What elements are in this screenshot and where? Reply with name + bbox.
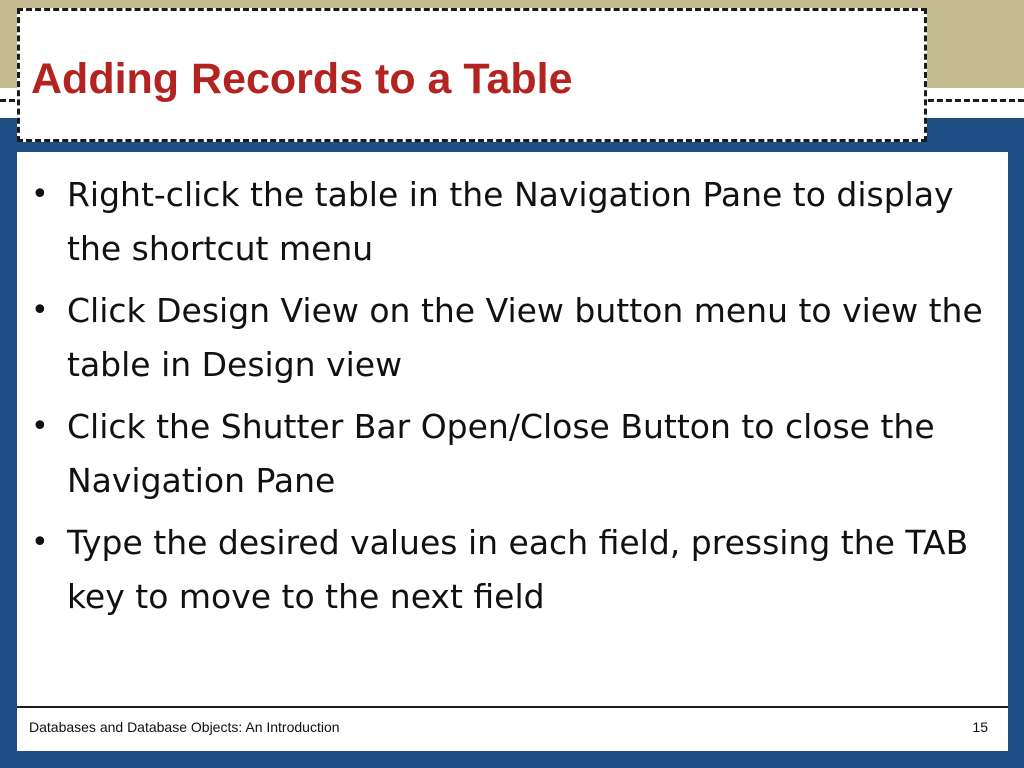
bullet-item-1	[29, 168, 997, 276]
slide-footer	[17, 706, 1008, 751]
bullet-list	[29, 168, 997, 632]
content-area	[17, 152, 1008, 706]
bullet-text-2: Click Design View on the View button menu to view the table in Design view	[67, 291, 983, 384]
title-box	[17, 8, 927, 142]
bullet-item-4	[29, 516, 997, 624]
bullet-item-3	[29, 400, 997, 508]
slide-number: 15	[972, 719, 988, 735]
bullet-point-icon: •	[31, 177, 49, 212]
bullet-text-3: Click the Shutter Bar Open/Close Button to close the Navigation Pane	[67, 407, 935, 500]
footer-text: Databases and Database Objects: An Introduction	[29, 719, 340, 735]
bullet-text-1: Right-click the table in the Navigation Pane to display the shortcut menu	[67, 175, 954, 268]
bullet-point-icon: •	[31, 293, 49, 328]
bullet-point-icon: •	[31, 409, 49, 444]
slide-title: Adding Records to a Table	[31, 55, 573, 103]
bullet-text-4: Type the desired values in each field, pressing the TAB key to move to the next field	[67, 523, 969, 616]
bullet-point-icon: •	[31, 525, 49, 560]
bullet-item-2	[29, 284, 997, 392]
